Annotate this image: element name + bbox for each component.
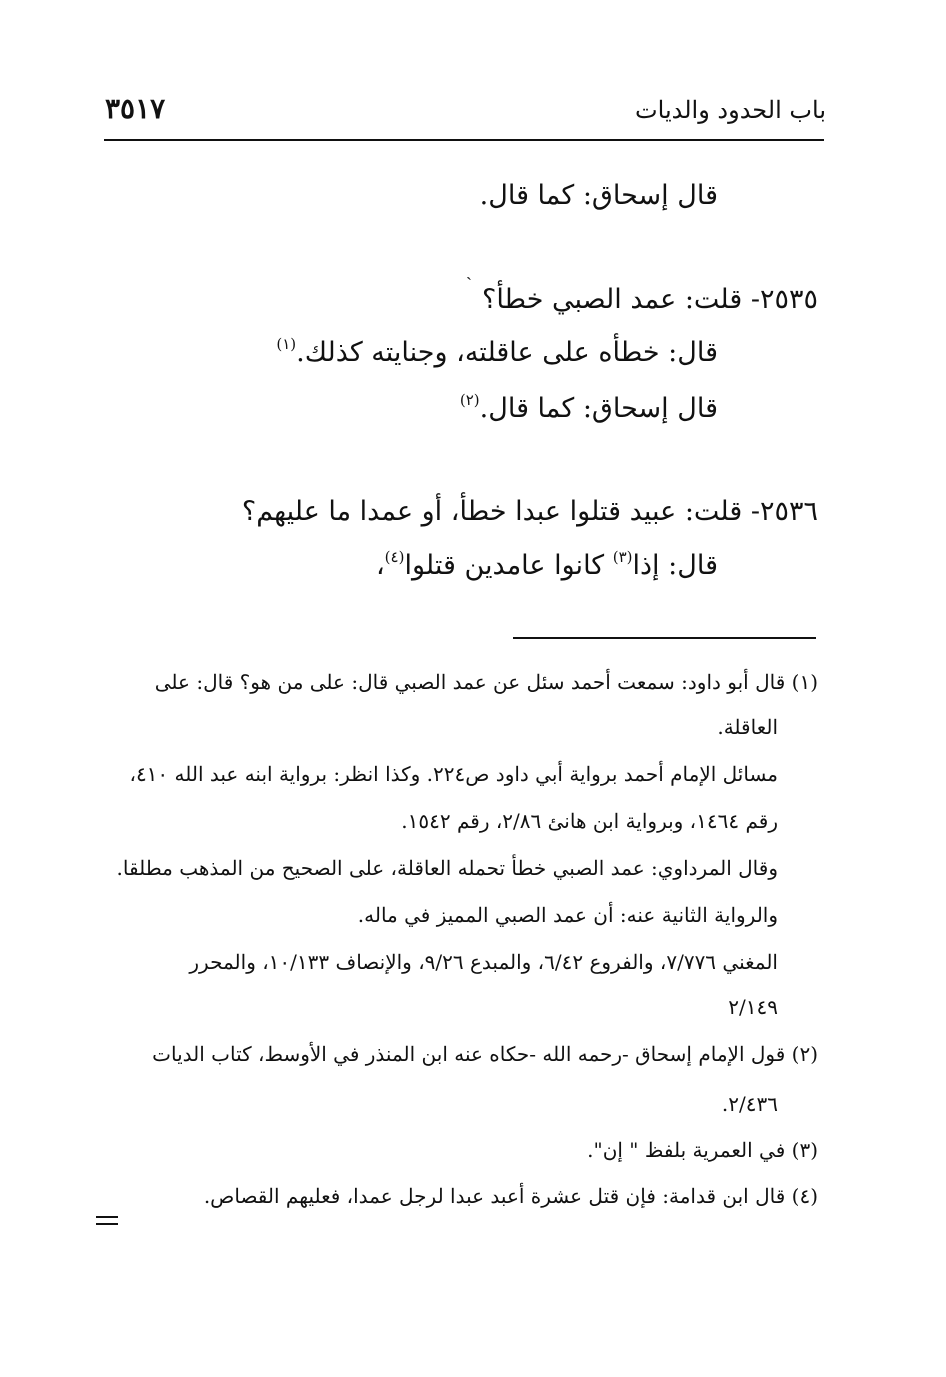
footnote-4: (٤) قال ابن قدامة: فإن قتل عشرة أعبد عبدا لرجل عمدا، فعليهم القصاص. <box>203 1184 818 1208</box>
footnote-1-line-8: ٢/١٤٩ <box>728 995 778 1019</box>
footnote-ref-2[interactable]: (٢) <box>459 391 480 409</box>
question-2535: ٢٥٣٥- قلت: عمد الصبي خطأ؟ <box>481 284 818 315</box>
footnote-3: (٣) في العمرية بلفظ " إن". <box>587 1138 818 1162</box>
footnote-2-line-1: (٢) قول الإمام إسحاق -رحمه الله -حكاه عنه ابن المنذر في الأوسط، كتاب الديات <box>152 1042 818 1066</box>
question-2536: ٢٥٣٦- قلت: عبيد قتلوا عبدا خطأ، أو عمدا ما عليهم؟ <box>241 496 818 527</box>
answer-2535-text: قال: خطأه على عاقلته، وجنايته كذلك. <box>296 337 718 368</box>
footnote-separator <box>513 637 816 639</box>
footnote-1-line-1: (١) قال أبو داود: سمعت أحمد سئل عن عمد الصبي قال: على من هو؟ قال: على <box>154 670 818 694</box>
answer-2536-part2: كانوا عامدين قتلوا <box>404 550 605 581</box>
answer-2536-part1: قال: إذا <box>632 550 718 581</box>
answer-2536-end: ، <box>375 550 385 581</box>
page-number: ٣٥١٧ <box>105 92 166 125</box>
footnote-1-line-2: العاقلة. <box>717 715 778 739</box>
end-mark <box>96 1216 118 1230</box>
ishaq-2535-text: قال إسحاق: كما قال. <box>479 393 718 424</box>
answer-2535 <box>276 337 718 368</box>
footnote-1-line-3: مسائل الإمام أحمد برواية أبي داود ص٢٢٤. وكذا انظر: برواية ابنه عبد الله ٤١٠، <box>129 762 778 786</box>
footnote-1-line-4: رقم ١٤٦٤، وبرواية ابن هانئ ٢/٨٦، رقم ١٥٤٢. <box>401 809 778 833</box>
answer-2536 <box>376 550 718 581</box>
ishaq-2535 <box>460 393 718 424</box>
footnote-1-line-5: وقال المرداوي: عمد الصبي خطأ تحمله العاقلة، على الصحيح من المذهب مطلقا. <box>116 856 778 880</box>
footnote-2-line-2: ٢/٤٣٦. <box>721 1092 778 1116</box>
running-title: باب الحدود والديات <box>635 96 826 124</box>
header-rule <box>104 139 824 141</box>
footnote-ref-3[interactable]: (٣) <box>612 548 633 566</box>
footnote-ref-1[interactable]: (١) <box>276 335 297 353</box>
page-header <box>105 92 826 132</box>
footnote-1-line-7: المغني ٧/٧٧٦، والفروع ٦/٤٢، والمبدع ٩/٢٦، والإنصاف ١٠/١٣٣، والمحرر <box>189 950 778 974</box>
body-line-ishaq-1: قال إسحاق: كما قال. <box>479 180 718 211</box>
footnote-1-line-6: والرواية الثانية عنه: أن عمد الصبي المميز في ماله. <box>357 903 778 927</box>
footnote-ref-4[interactable]: (٤) <box>384 548 405 566</box>
stray-mark: ˏ <box>466 260 472 281</box>
